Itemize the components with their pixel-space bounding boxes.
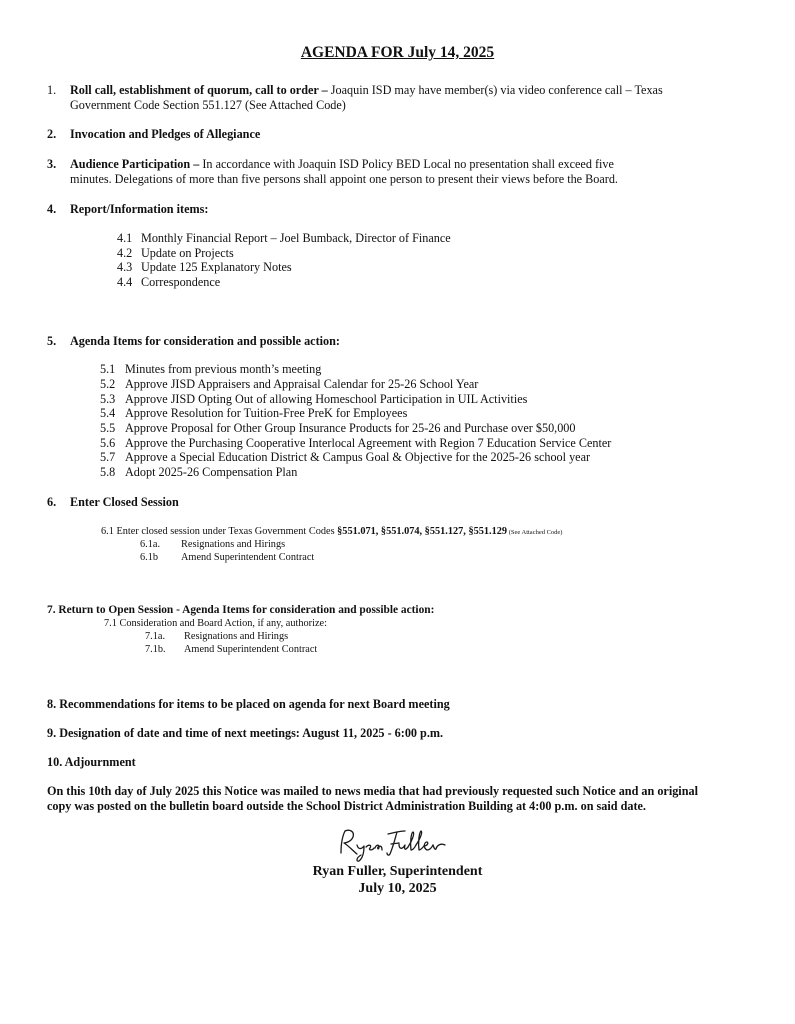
item-3-heading: Audience Participation –	[70, 157, 200, 171]
sub-item	[117, 231, 451, 246]
sub-item-number: 5.6	[100, 436, 116, 450]
sub-item-number: 6.1b	[140, 552, 159, 563]
sub-item-text: Minutes from previous month’s meeting	[125, 362, 322, 376]
item-3	[70, 157, 614, 172]
sub-item-text: Resignations and Hirings	[181, 539, 286, 550]
sub-item	[100, 362, 321, 377]
sub-item	[100, 465, 297, 480]
sub-item-text: Monthly Financial Report – Joel Bumback, Director of Finance	[141, 231, 451, 245]
sub-item-number: 4.3	[117, 260, 133, 274]
sub-item	[140, 538, 285, 551]
closed-session-line	[101, 525, 562, 539]
sub-item	[117, 260, 292, 275]
sub-item-text: Approve Proposal for Other Group Insurance Products for 25-26 and Purchase over $50,000	[125, 421, 576, 435]
sub-item	[100, 450, 590, 465]
agenda-title: AGENDA FOR July 14, 2025	[300, 44, 495, 61]
item-1-text-cont: Government Code Section 551.127 (See Attached Code)	[70, 98, 346, 112]
sub-item-number: 4.1	[117, 231, 133, 245]
sub-item-text: Approve JISD Appraisers and Appraisal Calendar for 25-26 School Year	[125, 377, 479, 391]
signature-date	[0, 881, 795, 897]
signer-name-title	[0, 864, 795, 880]
item-2-number: 2.	[47, 127, 57, 141]
item-10-heading: 10. Adjournment	[47, 755, 136, 769]
sub-item-text: Resignations and Hirings	[184, 631, 289, 642]
sub-item-number: 4.2	[117, 246, 133, 260]
government-codes: §551.071, §551.074, §551.127, §551.129	[337, 526, 508, 537]
sub-item-number: 5.4	[100, 406, 116, 420]
item-3-text-cont: minutes. Delegations of more than five persons shall appoint one person to present their views before the Board.	[70, 172, 618, 186]
sub-item-number: 7.1a.	[145, 631, 166, 642]
item-1	[70, 83, 663, 98]
item-1-heading: Roll call, establishment of quorum, call to order –	[70, 83, 328, 97]
sub-item	[100, 436, 611, 451]
closed-session-text: 6.1 Enter closed session under Texas Government Codes	[101, 526, 338, 537]
sub-item-text: Amend Superintendent Contract	[181, 552, 315, 563]
sub-item-text: Update on Projects	[141, 246, 234, 260]
sub-item	[117, 246, 234, 261]
item-6-number: 6.	[47, 495, 57, 509]
sub-item-number: 4.4	[117, 275, 133, 289]
sub-item-text: Approve Resolution for Tuition-Free PreK for Employees	[125, 406, 408, 420]
item-3-number: 3.	[47, 157, 57, 171]
item-5-number: 5.	[47, 334, 57, 348]
item-3-text: In accordance with Joaquin ISD Policy BED Local no presentation shall exceed five	[199, 157, 614, 171]
sub-item-number: 5.2	[100, 377, 116, 391]
item-5-heading: Agenda Items for consideration and possible action:	[70, 334, 340, 348]
item-4-number: 4.	[47, 202, 57, 216]
sub-item-number: 5.8	[100, 465, 116, 479]
sub-item-text: Adopt 2025-26 Compensation Plan	[125, 465, 298, 479]
sub-item	[100, 377, 478, 392]
item-6-heading: Enter Closed Session	[70, 495, 179, 509]
item-8-heading: 8. Recommendations for items to be placed on agenda for next Board meeting	[47, 697, 450, 711]
sub-item-number: 5.3	[100, 392, 116, 406]
signature-date-text: July 10, 2025	[358, 881, 437, 896]
item-1-number: 1.	[47, 83, 57, 97]
board-action-line: 7.1 Consideration and Board Action, if any, authorize:	[104, 618, 327, 629]
sub-item-text: Approve JISD Opting Out of allowing Homeschool Participation in UIL Activities	[125, 392, 528, 406]
notice-line-1: On this 10th day of July 2025 this Notice was mailed to news media that had previously requested such Notice and an original	[47, 784, 698, 798]
sub-item	[145, 630, 288, 643]
item-1-text: Joaquin ISD may have member(s) via video conference call – Texas	[327, 83, 663, 97]
sub-item	[140, 551, 314, 564]
item-4-heading: Report/Information items:	[70, 202, 209, 216]
item-9-heading: 9. Designation of date and time of next meetings: August 11, 2025 - 6:00 p.m.	[47, 726, 444, 740]
sub-item-number: 5.1	[100, 362, 116, 376]
signature-image	[335, 825, 453, 863]
sub-item	[100, 421, 576, 436]
sub-item-number: 6.1a.	[140, 539, 161, 550]
sub-item	[145, 643, 317, 656]
sub-item	[100, 392, 527, 407]
sub-item-text: Approve the Purchasing Cooperative Interlocal Agreement with Region 7 Education Service Center	[125, 436, 612, 450]
sub-item-text: Approve a Special Education District & Campus Goal & Objective for the 2025-26 school year	[125, 450, 591, 464]
item-2-heading: Invocation and Pledges of Allegiance	[70, 127, 261, 141]
sub-item	[117, 275, 220, 290]
sub-item-text: Correspondence	[141, 275, 221, 289]
sub-item	[100, 406, 407, 421]
sub-item-number: 5.5	[100, 421, 116, 435]
sub-item-text: Amend Superintendent Contract	[184, 644, 318, 655]
sub-item-text: Update 125 Explanatory Notes	[141, 260, 292, 274]
sub-item-number: 7.1b.	[145, 644, 166, 655]
item-7-heading: 7. Return to Open Session - Agenda Items for consideration and possible action:	[47, 604, 435, 616]
attached-code-note: (See Attached Code)	[507, 529, 563, 536]
notice-line-2: copy was posted on the bulletin board outside the School District Administration Building at 4:00 p.m. on said date.	[47, 799, 646, 813]
sub-item-number: 5.7	[100, 450, 116, 464]
signer-name-text: Ryan Fuller, Superintendent	[312, 864, 483, 879]
